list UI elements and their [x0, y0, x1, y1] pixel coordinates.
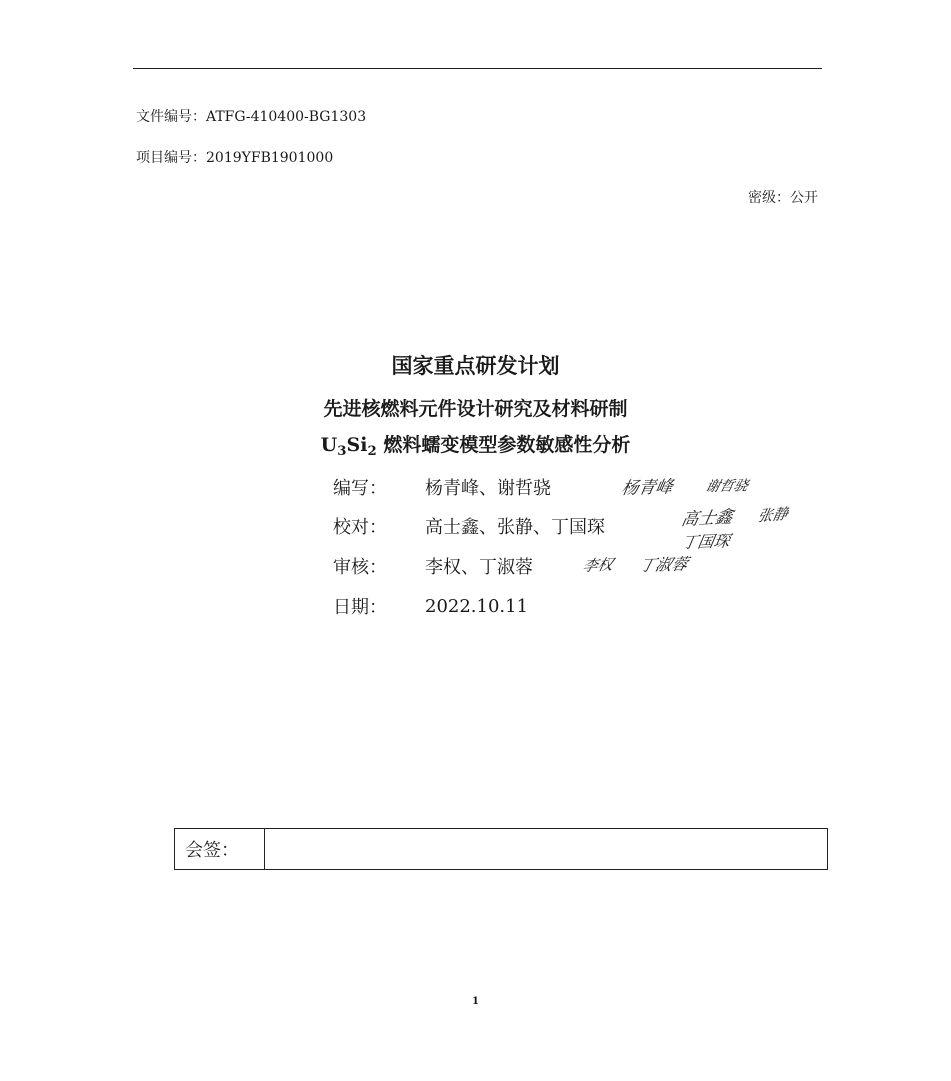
writer-signature-2: 谢哲骁 — [703, 478, 750, 496]
date-value: 2022.10.11 — [425, 595, 529, 617]
writer-signature-1: 杨青峰 — [619, 477, 675, 500]
proofreader-names: 高士鑫、张静、丁国琛 — [425, 517, 605, 538]
formula-u: U — [320, 434, 338, 456]
reviewer-names: 李权、丁淑蓉 — [425, 557, 533, 578]
writer-label: 编写： — [333, 478, 387, 499]
writer-row — [333, 473, 551, 501]
proofreader-label: 校对： — [333, 517, 387, 538]
writer-names: 杨青峰、谢哲骁 — [425, 478, 551, 499]
date-label: 日期： — [333, 597, 387, 618]
cosign-box — [174, 828, 828, 870]
proofreader-row — [333, 512, 605, 540]
reviewer-signature-2: 丁淑蓉 — [637, 554, 691, 576]
reviewer-label: 审核： — [333, 557, 387, 578]
formula-si-subscript: 2 — [367, 443, 377, 459]
date-row — [333, 592, 528, 620]
cosign-label: 会签： — [175, 829, 265, 869]
project-number: 项目编号：2019YFB1901000 — [136, 150, 334, 166]
program-title: 国家重点研发计划 — [391, 354, 560, 378]
report-title — [0, 430, 951, 457]
page-number: 1 — [472, 996, 479, 1007]
document-number: 文件编号：ATFG-410400-BG1303 — [136, 109, 367, 125]
formula-u-subscript: 3 — [337, 443, 347, 459]
reviewer-signature-1: 李权 — [580, 555, 615, 576]
reviewer-row — [333, 552, 533, 580]
top-rule — [133, 68, 822, 69]
proofreader-signature-1: 高士鑫 — [679, 507, 735, 531]
proofreader-signature-3: 丁国琛 — [680, 531, 732, 553]
report-title-text: 燃料蠕变模型参数敏感性分析 — [376, 434, 631, 456]
formula-si: Si — [346, 434, 368, 456]
project-title: 先进核燃料元件设计研究及材料研制 — [323, 398, 628, 420]
classification-level: 密级：公开 — [748, 190, 818, 206]
cosign-field[interactable] — [265, 829, 827, 869]
proofreader-signature-2: 张静 — [756, 504, 790, 526]
